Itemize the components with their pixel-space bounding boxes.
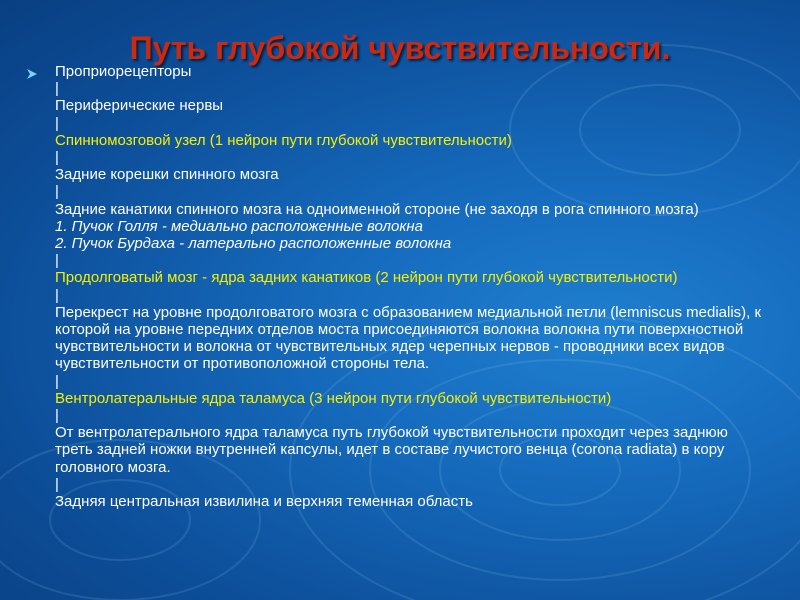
separator-bar: | <box>55 114 59 132</box>
separator-bar: | <box>55 183 59 201</box>
text-line-medulla-nuclei: Продолговатый мозг - ядра задних канатиков (2 нейрон пути глубокой чувствительности) <box>55 269 678 287</box>
text-line-spinal-ganglion: Спинномозговой узел (1 нейрон пути глубокой чувствительности) <box>55 131 512 149</box>
arrow-bullet-icon <box>26 68 38 80</box>
separator-bar: | <box>55 80 59 98</box>
separator-bar: | <box>55 406 59 424</box>
separator-bar: | <box>55 286 59 304</box>
text-line-goll-tract: 1. Пучок Голля - медиально расположенные волокна <box>55 217 424 235</box>
body-text <box>55 63 767 510</box>
text-line-thalamus-nuclei: Вентролатеральные ядра таламуса (3 нейрон пути глубокой чувствительности) <box>55 389 612 407</box>
separator-bar: | <box>55 372 59 390</box>
separator-bar: | <box>55 252 59 270</box>
text-line-cortex-target: Задняя центральная извилина и верхняя теменная область <box>55 492 473 510</box>
text-line-proprioceptors: Проприорецепторы <box>55 63 192 80</box>
text-line-burdach-tract: 2. Пучок Бурдаха - латерально расположенные волокна <box>55 234 452 252</box>
text-line-peripheral-nerves: Периферические нервы <box>55 97 224 115</box>
text-line-internal-capsule: От вентролатерального ядра таламуса путь глубокой чувствительности проходит через заднюю треть задней ножки внутренней капсулы, идет в составе лучистого венца (corona radiata) в кору головного мозга. <box>55 424 728 476</box>
text-line-decussation: Перекрест на уровне продолговатого мозга с образованием медиальной петли (lemniscus medialis), к которой на уровне передних отделов моста присоединяются волокна волокна пути поверхностной чувствительности и волокна от чувствительных ядер черепных нервов - проводники всех видов чувствительности от противоположной стороны тела. <box>55 303 762 373</box>
separator-bar: | <box>55 475 59 493</box>
separator-bar: | <box>55 148 59 166</box>
slide-title: Путь глубокой чувствительности. <box>129 30 671 66</box>
text-line-dorsal-roots: Задние корешки спинного мозга <box>55 166 279 184</box>
text-line-dorsal-columns: Задние канатики спинного мозга на одноименной стороне (не заходя в рога спинного мозга) <box>55 200 699 218</box>
